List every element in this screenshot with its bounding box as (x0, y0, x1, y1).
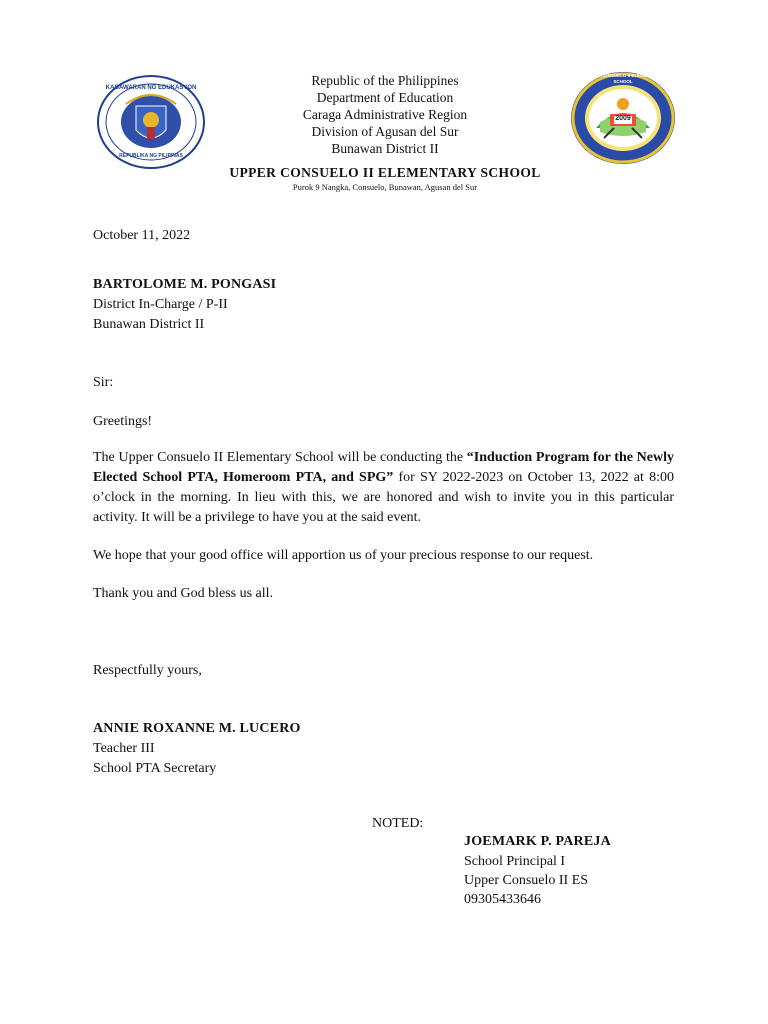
noted-by-school: Upper Consuelo II ES (464, 873, 589, 888)
school-logo-year: 2009 (615, 115, 631, 122)
deped-seal-top-text: KAGAWARAN NG EDUKASYON (105, 85, 197, 91)
school-address: Purok 9 Nangka, Consuelo, Bunawan, Agusan del Sur (292, 182, 478, 192)
body-paragraph-request: We hope that your good office will apportion us of your precious response to our request. (93, 548, 594, 563)
recipient-name: BARTOLOME M. PONGASI (93, 277, 277, 292)
greeting: Greetings! (93, 414, 153, 429)
sender-role: School PTA Secretary (93, 761, 217, 776)
recipient-position: District In-Charge / P-II (93, 297, 228, 312)
closing: Respectfully yours, (93, 663, 202, 678)
header-line-district: Bunawan District II (331, 141, 439, 156)
header-line-department: Department of Education (316, 90, 454, 105)
sender-name: ANNIE ROXANNE M. LUCERO (93, 721, 301, 736)
invitation-intro-text: The Upper Consuelo II Elementary School will be conducting the (93, 450, 467, 465)
noted-by-position: School Principal I (464, 854, 566, 869)
header-line-division: Division of Agusan del Sur (311, 124, 459, 139)
noted-label: NOTED: (372, 816, 424, 831)
salutation: Sir: (93, 375, 114, 390)
recipient-office: Bunawan District II (93, 317, 205, 332)
school-name: UPPER CONSUELO II ELEMENTARY SCHOOL (229, 165, 541, 180)
deped-seal-bottom-text: REPUBLIKA NG PILIPINAS (119, 153, 183, 159)
school-logo-ring-text: UPPER CONSUELO II ELEMENTARY SCHOOL (584, 73, 662, 84)
sender-position: Teacher III (93, 741, 155, 756)
header-line-region: Caraga Administrative Region (302, 107, 468, 122)
event-title: “Induction Program for the Newly Elected School PTA, Homeroom PTA, and SPG” (93, 450, 674, 485)
letter-date: October 11, 2022 (93, 228, 191, 243)
noted-by-name: JOEMARK P. PAREJA (464, 834, 611, 849)
noted-by-phone: 09305433646 (464, 892, 541, 907)
body-paragraph-thanks: Thank you and God bless us all. (93, 586, 274, 601)
invitation-details-text: for SY 2022-2023 on October 13, 2022 at 8:00 o’clock in the morning. In lieu with this, we are honored and wish to invite you in this particular activity. It will be a privilege to have you at the said event. (93, 470, 674, 525)
body-paragraph-invitation (93, 448, 674, 528)
header-line-republic: Republic of the Philippines (311, 73, 459, 88)
